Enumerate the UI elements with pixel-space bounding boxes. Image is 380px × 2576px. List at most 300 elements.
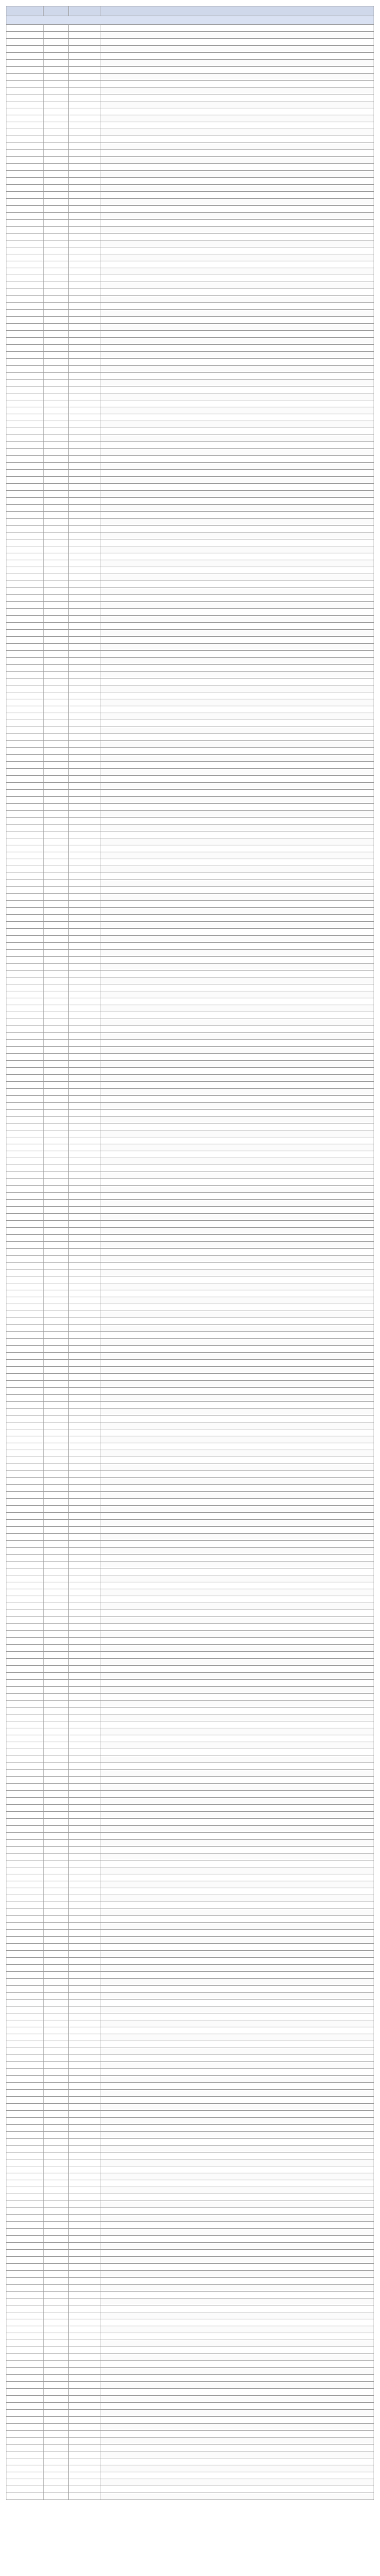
- category-cell: [69, 1979, 100, 1986]
- table-row: [6, 2173, 374, 2180]
- category-cell: [69, 2062, 100, 2069]
- category-cell: [69, 1999, 100, 2006]
- time-cell: [44, 1972, 69, 1979]
- date-cell: [6, 1346, 44, 1353]
- table-row: [6, 2396, 374, 2403]
- table-row: [6, 94, 374, 101]
- date-cell: [6, 282, 44, 289]
- time-cell: [44, 324, 69, 331]
- category-cell: [69, 887, 100, 894]
- time-cell: [44, 74, 69, 81]
- table-row: [6, 1798, 374, 1805]
- program-cell: [100, 560, 374, 567]
- category-cell: [69, 1436, 100, 1443]
- date-cell: [6, 630, 44, 637]
- date-cell: [6, 2229, 44, 2236]
- table-row: [6, 1707, 374, 1714]
- date-cell: [6, 546, 44, 553]
- program-cell: [100, 546, 374, 553]
- category-cell: [69, 74, 100, 81]
- program-cell: [100, 2076, 374, 2083]
- table-row: [6, 2264, 374, 2271]
- time-cell: [44, 1478, 69, 1485]
- category-cell: [69, 1680, 100, 1687]
- date-cell: [6, 539, 44, 546]
- time-cell: [44, 2326, 69, 2333]
- date-cell: [6, 1130, 44, 1137]
- time-cell: [44, 2090, 69, 2097]
- time-cell: [44, 2472, 69, 2479]
- time-cell: [44, 393, 69, 400]
- program-cell: [100, 2424, 374, 2431]
- time-cell: [44, 2236, 69, 2243]
- date-cell: [6, 491, 44, 498]
- category-cell: [69, 39, 100, 46]
- program-cell: [100, 824, 374, 831]
- table-row: [6, 1075, 374, 1082]
- category-cell: [69, 2451, 100, 2458]
- category-cell: [69, 2243, 100, 2250]
- table-row: [6, 2062, 374, 2069]
- table-row: [6, 1381, 374, 1388]
- category-cell: [69, 484, 100, 491]
- time-cell: [44, 1763, 69, 1770]
- table-row: [6, 2465, 374, 2472]
- table-row: [6, 2236, 374, 2243]
- table-row: [6, 2285, 374, 2292]
- program-cell: [100, 1353, 374, 1360]
- program-cell: [100, 1763, 374, 1770]
- table-row: [6, 1541, 374, 1548]
- date-cell: [6, 1541, 44, 1548]
- category-cell: [69, 1381, 100, 1388]
- date-cell: [6, 386, 44, 393]
- program-cell: [100, 254, 374, 261]
- time-cell: [44, 1276, 69, 1283]
- time-cell: [44, 1068, 69, 1075]
- category-cell: [69, 32, 100, 39]
- program-cell: [100, 2236, 374, 2243]
- table-row: [6, 623, 374, 630]
- program-cell: [100, 1777, 374, 1784]
- category-cell: [69, 2326, 100, 2333]
- table-row: [6, 1937, 374, 1944]
- time-cell: [44, 2013, 69, 2020]
- time-cell: [44, 1784, 69, 1791]
- program-cell: [100, 60, 374, 67]
- table-row: [6, 2375, 374, 2382]
- date-cell: [6, 720, 44, 727]
- time-cell: [44, 1756, 69, 1763]
- program-cell: [100, 1402, 374, 1409]
- category-cell: [69, 1360, 100, 1367]
- category-cell: [69, 1631, 100, 1638]
- program-cell: [100, 67, 374, 74]
- category-cell: [69, 658, 100, 665]
- table-row: [6, 1506, 374, 1513]
- program-cell: [100, 2458, 374, 2465]
- table-row: [6, 1881, 374, 1888]
- date-cell: [6, 2410, 44, 2417]
- time-cell: [44, 1735, 69, 1742]
- time-cell: [44, 1993, 69, 1999]
- date-cell: [6, 1659, 44, 1666]
- time-cell: [44, 769, 69, 776]
- time-cell: [44, 2166, 69, 2173]
- category-cell: [69, 2055, 100, 2062]
- program-cell: [100, 400, 374, 407]
- date-cell: [6, 1603, 44, 1610]
- date-cell: [6, 1381, 44, 1388]
- program-cell: [100, 901, 374, 908]
- date-cell: [6, 1409, 44, 1415]
- table-row: [6, 435, 374, 442]
- date-cell: [6, 2125, 44, 2132]
- table-row: [6, 1770, 374, 1777]
- category-cell: [69, 1742, 100, 1749]
- category-cell: [69, 178, 100, 185]
- table-row: [6, 769, 374, 776]
- table-row: [6, 1749, 374, 1756]
- date-cell: [6, 2159, 44, 2166]
- program-cell: [100, 2111, 374, 2118]
- table-row: [6, 296, 374, 303]
- date-cell: [6, 1485, 44, 1492]
- program-cell: [100, 129, 374, 136]
- date-cell: [6, 831, 44, 838]
- time-cell: [44, 2292, 69, 2298]
- date-cell: [6, 192, 44, 199]
- table-row: [6, 1791, 374, 1798]
- time-cell: [44, 526, 69, 532]
- time-cell: [44, 282, 69, 289]
- date-cell: [6, 359, 44, 366]
- category-cell: [69, 407, 100, 414]
- table-row: [6, 1110, 374, 1116]
- table-row: [6, 261, 374, 268]
- date-cell: [6, 2285, 44, 2292]
- date-cell: [6, 1742, 44, 1749]
- category-cell: [69, 2389, 100, 2396]
- category-cell: [69, 1228, 100, 1235]
- time-cell: [44, 101, 69, 108]
- category-cell: [69, 2020, 100, 2027]
- table-row: [6, 2027, 374, 2034]
- date-cell: [6, 46, 44, 53]
- program-cell: [100, 950, 374, 957]
- category-cell: [69, 1478, 100, 1485]
- program-cell: [100, 748, 374, 755]
- time-cell: [44, 185, 69, 192]
- table-row: [6, 811, 374, 818]
- date-cell: [6, 1318, 44, 1325]
- category-cell: [69, 1026, 100, 1033]
- category-cell: [69, 741, 100, 748]
- program-cell: [100, 2159, 374, 2166]
- time-cell: [44, 964, 69, 970]
- program-cell: [100, 87, 374, 94]
- time-cell: [44, 366, 69, 373]
- table-row: [6, 1721, 374, 1728]
- table-row: [6, 1360, 374, 1367]
- category-cell: [69, 2319, 100, 2326]
- program-cell: [100, 470, 374, 477]
- category-cell: [69, 1123, 100, 1130]
- category-cell: [69, 1457, 100, 1464]
- time-cell: [44, 1402, 69, 1409]
- date-cell: [6, 2027, 44, 2034]
- date-cell: [6, 1429, 44, 1436]
- time-cell: [44, 2159, 69, 2166]
- program-cell: [100, 1728, 374, 1735]
- category-cell: [69, 1735, 100, 1742]
- table-row: [6, 1979, 374, 1986]
- program-cell: [100, 1207, 374, 1214]
- table-row: [6, 866, 374, 873]
- program-cell: [100, 2417, 374, 2424]
- category-cell: [69, 324, 100, 331]
- program-cell: [100, 1881, 374, 1888]
- date-cell: [6, 2486, 44, 2493]
- table-row: [6, 2472, 374, 2479]
- program-cell: [100, 1485, 374, 1492]
- table-row: [6, 1784, 374, 1791]
- category-cell: [69, 797, 100, 804]
- date-cell: [6, 2438, 44, 2444]
- time-cell: [44, 532, 69, 539]
- date-cell: [6, 1207, 44, 1214]
- program-cell: [100, 1541, 374, 1548]
- program-cell: [100, 2055, 374, 2062]
- category-cell: [69, 498, 100, 505]
- table-row: [6, 407, 374, 414]
- table-row: [6, 2451, 374, 2458]
- time-cell: [44, 1575, 69, 1582]
- table-row: [6, 1429, 374, 1436]
- time-cell: [44, 1325, 69, 1332]
- date-cell: [6, 1666, 44, 1673]
- category-cell: [69, 748, 100, 755]
- date-cell: [6, 2292, 44, 2298]
- table-row: [6, 2048, 374, 2055]
- program-cell: [100, 213, 374, 220]
- date-cell: [6, 101, 44, 108]
- program-cell: [100, 1193, 374, 1200]
- program-cell: [100, 1040, 374, 1047]
- category-cell: [69, 505, 100, 512]
- date-cell: [6, 2361, 44, 2368]
- category-cell: [69, 1075, 100, 1082]
- date-cell: [6, 1311, 44, 1318]
- table-row: [6, 150, 374, 157]
- table-row: [6, 831, 374, 838]
- time-cell: [44, 1388, 69, 1395]
- program-cell: [100, 1033, 374, 1040]
- date-cell: [6, 1937, 44, 1944]
- table-row: [6, 1012, 374, 1019]
- program-cell: [100, 1082, 374, 1089]
- category-cell: [69, 922, 100, 929]
- date-cell: [6, 2194, 44, 2201]
- time-cell: [44, 2027, 69, 2034]
- table-row: [6, 268, 374, 275]
- table-row: [6, 762, 374, 769]
- category-cell: [69, 2285, 100, 2292]
- date-cell: [6, 1624, 44, 1631]
- category-cell: [69, 94, 100, 101]
- time-cell: [44, 783, 69, 790]
- date-cell: [6, 1179, 44, 1186]
- date-cell: [6, 970, 44, 977]
- category-cell: [69, 1193, 100, 1200]
- time-cell: [44, 1986, 69, 1993]
- category-cell: [69, 2166, 100, 2173]
- program-cell: [100, 1304, 374, 1311]
- date-cell: [6, 1026, 44, 1033]
- date-cell: [6, 588, 44, 595]
- time-cell: [44, 477, 69, 484]
- table-row: [6, 1701, 374, 1707]
- time-cell: [44, 94, 69, 101]
- program-cell: [100, 1742, 374, 1749]
- program-cell: [100, 1019, 374, 1026]
- program-cell: [100, 2048, 374, 2055]
- program-cell: [100, 1638, 374, 1645]
- date-cell: [6, 2243, 44, 2250]
- date-cell: [6, 1638, 44, 1645]
- time-cell: [44, 1944, 69, 1951]
- category-cell: [69, 1471, 100, 1478]
- table-row: [6, 1478, 374, 1485]
- time-cell: [44, 421, 69, 428]
- category-cell: [69, 150, 100, 157]
- program-cell: [100, 2403, 374, 2410]
- table-row: [6, 185, 374, 192]
- date-cell: [6, 2250, 44, 2257]
- date-cell: [6, 261, 44, 268]
- time-cell: [44, 1853, 69, 1860]
- date-cell: [6, 1304, 44, 1311]
- time-cell: [44, 692, 69, 699]
- category-cell: [69, 60, 100, 67]
- date-cell: [6, 2048, 44, 2055]
- time-cell: [44, 261, 69, 268]
- time-cell: [44, 2347, 69, 2354]
- date-cell: [6, 81, 44, 87]
- program-cell: [100, 1575, 374, 1582]
- time-cell: [44, 463, 69, 470]
- program-cell: [100, 1346, 374, 1353]
- date-cell: [6, 1888, 44, 1895]
- table-row: [6, 665, 374, 672]
- date-cell: [6, 1506, 44, 1513]
- table-row: [6, 1714, 374, 1721]
- program-cell: [100, 331, 374, 338]
- date-cell: [6, 762, 44, 769]
- date-cell: [6, 1958, 44, 1965]
- table-row: [6, 2097, 374, 2104]
- time-cell: [44, 734, 69, 741]
- table-row: [6, 1402, 374, 1409]
- category-cell: [69, 1541, 100, 1548]
- table-row: [6, 1638, 374, 1645]
- table-row: [6, 1297, 374, 1304]
- time-cell: [44, 81, 69, 87]
- category-cell: [69, 539, 100, 546]
- category-cell: [69, 1269, 100, 1276]
- program-cell: [100, 74, 374, 81]
- category-cell: [69, 1714, 100, 1721]
- date-cell: [6, 414, 44, 421]
- time-cell: [44, 553, 69, 560]
- program-cell: [100, 1130, 374, 1137]
- category-cell: [69, 859, 100, 866]
- category-cell: [69, 1652, 100, 1659]
- table-row: [6, 1909, 374, 1916]
- category-cell: [69, 213, 100, 220]
- category-cell: [69, 2375, 100, 2382]
- time-cell: [44, 1005, 69, 1012]
- date-cell: [6, 2055, 44, 2062]
- table-row: [6, 1805, 374, 1812]
- table-row: [6, 122, 374, 129]
- date-cell: [6, 1269, 44, 1276]
- program-cell: [100, 421, 374, 428]
- program-cell: [100, 2368, 374, 2375]
- program-cell: [100, 324, 374, 331]
- time-cell: [44, 1673, 69, 1680]
- category-cell: [69, 2201, 100, 2208]
- date-cell: [6, 1395, 44, 1402]
- table-row: [6, 338, 374, 345]
- program-cell: [100, 206, 374, 213]
- category-cell: [69, 672, 100, 678]
- date-cell: [6, 366, 44, 373]
- date-cell: [6, 199, 44, 206]
- date-cell: [6, 1200, 44, 1207]
- time-cell: [44, 386, 69, 393]
- table-row: [6, 1694, 374, 1701]
- category-cell: [69, 2493, 100, 2500]
- table-row: [6, 254, 374, 261]
- program-cell: [100, 1687, 374, 1694]
- time-cell: [44, 275, 69, 282]
- time-cell: [44, 1415, 69, 1422]
- table-row: [6, 818, 374, 824]
- program-cell: [100, 1464, 374, 1471]
- program-cell: [100, 1047, 374, 1054]
- table-row: [6, 1687, 374, 1694]
- program-cell: [100, 1972, 374, 1979]
- table-row: [6, 60, 374, 67]
- date-cell: [6, 1986, 44, 1993]
- category-cell: [69, 1812, 100, 1819]
- table-row: [6, 247, 374, 254]
- date-cell: [6, 1680, 44, 1687]
- program-cell: [100, 484, 374, 491]
- table-row: [6, 2132, 374, 2139]
- time-cell: [44, 310, 69, 317]
- program-cell: [100, 783, 374, 790]
- program-cell: [100, 2389, 374, 2396]
- category-cell: [69, 2041, 100, 2048]
- category-cell: [69, 1096, 100, 1103]
- table-row: [6, 852, 374, 859]
- time-cell: [44, 1777, 69, 1784]
- program-cell: [100, 1297, 374, 1304]
- category-cell: [69, 2013, 100, 2020]
- table-row: [6, 2111, 374, 2118]
